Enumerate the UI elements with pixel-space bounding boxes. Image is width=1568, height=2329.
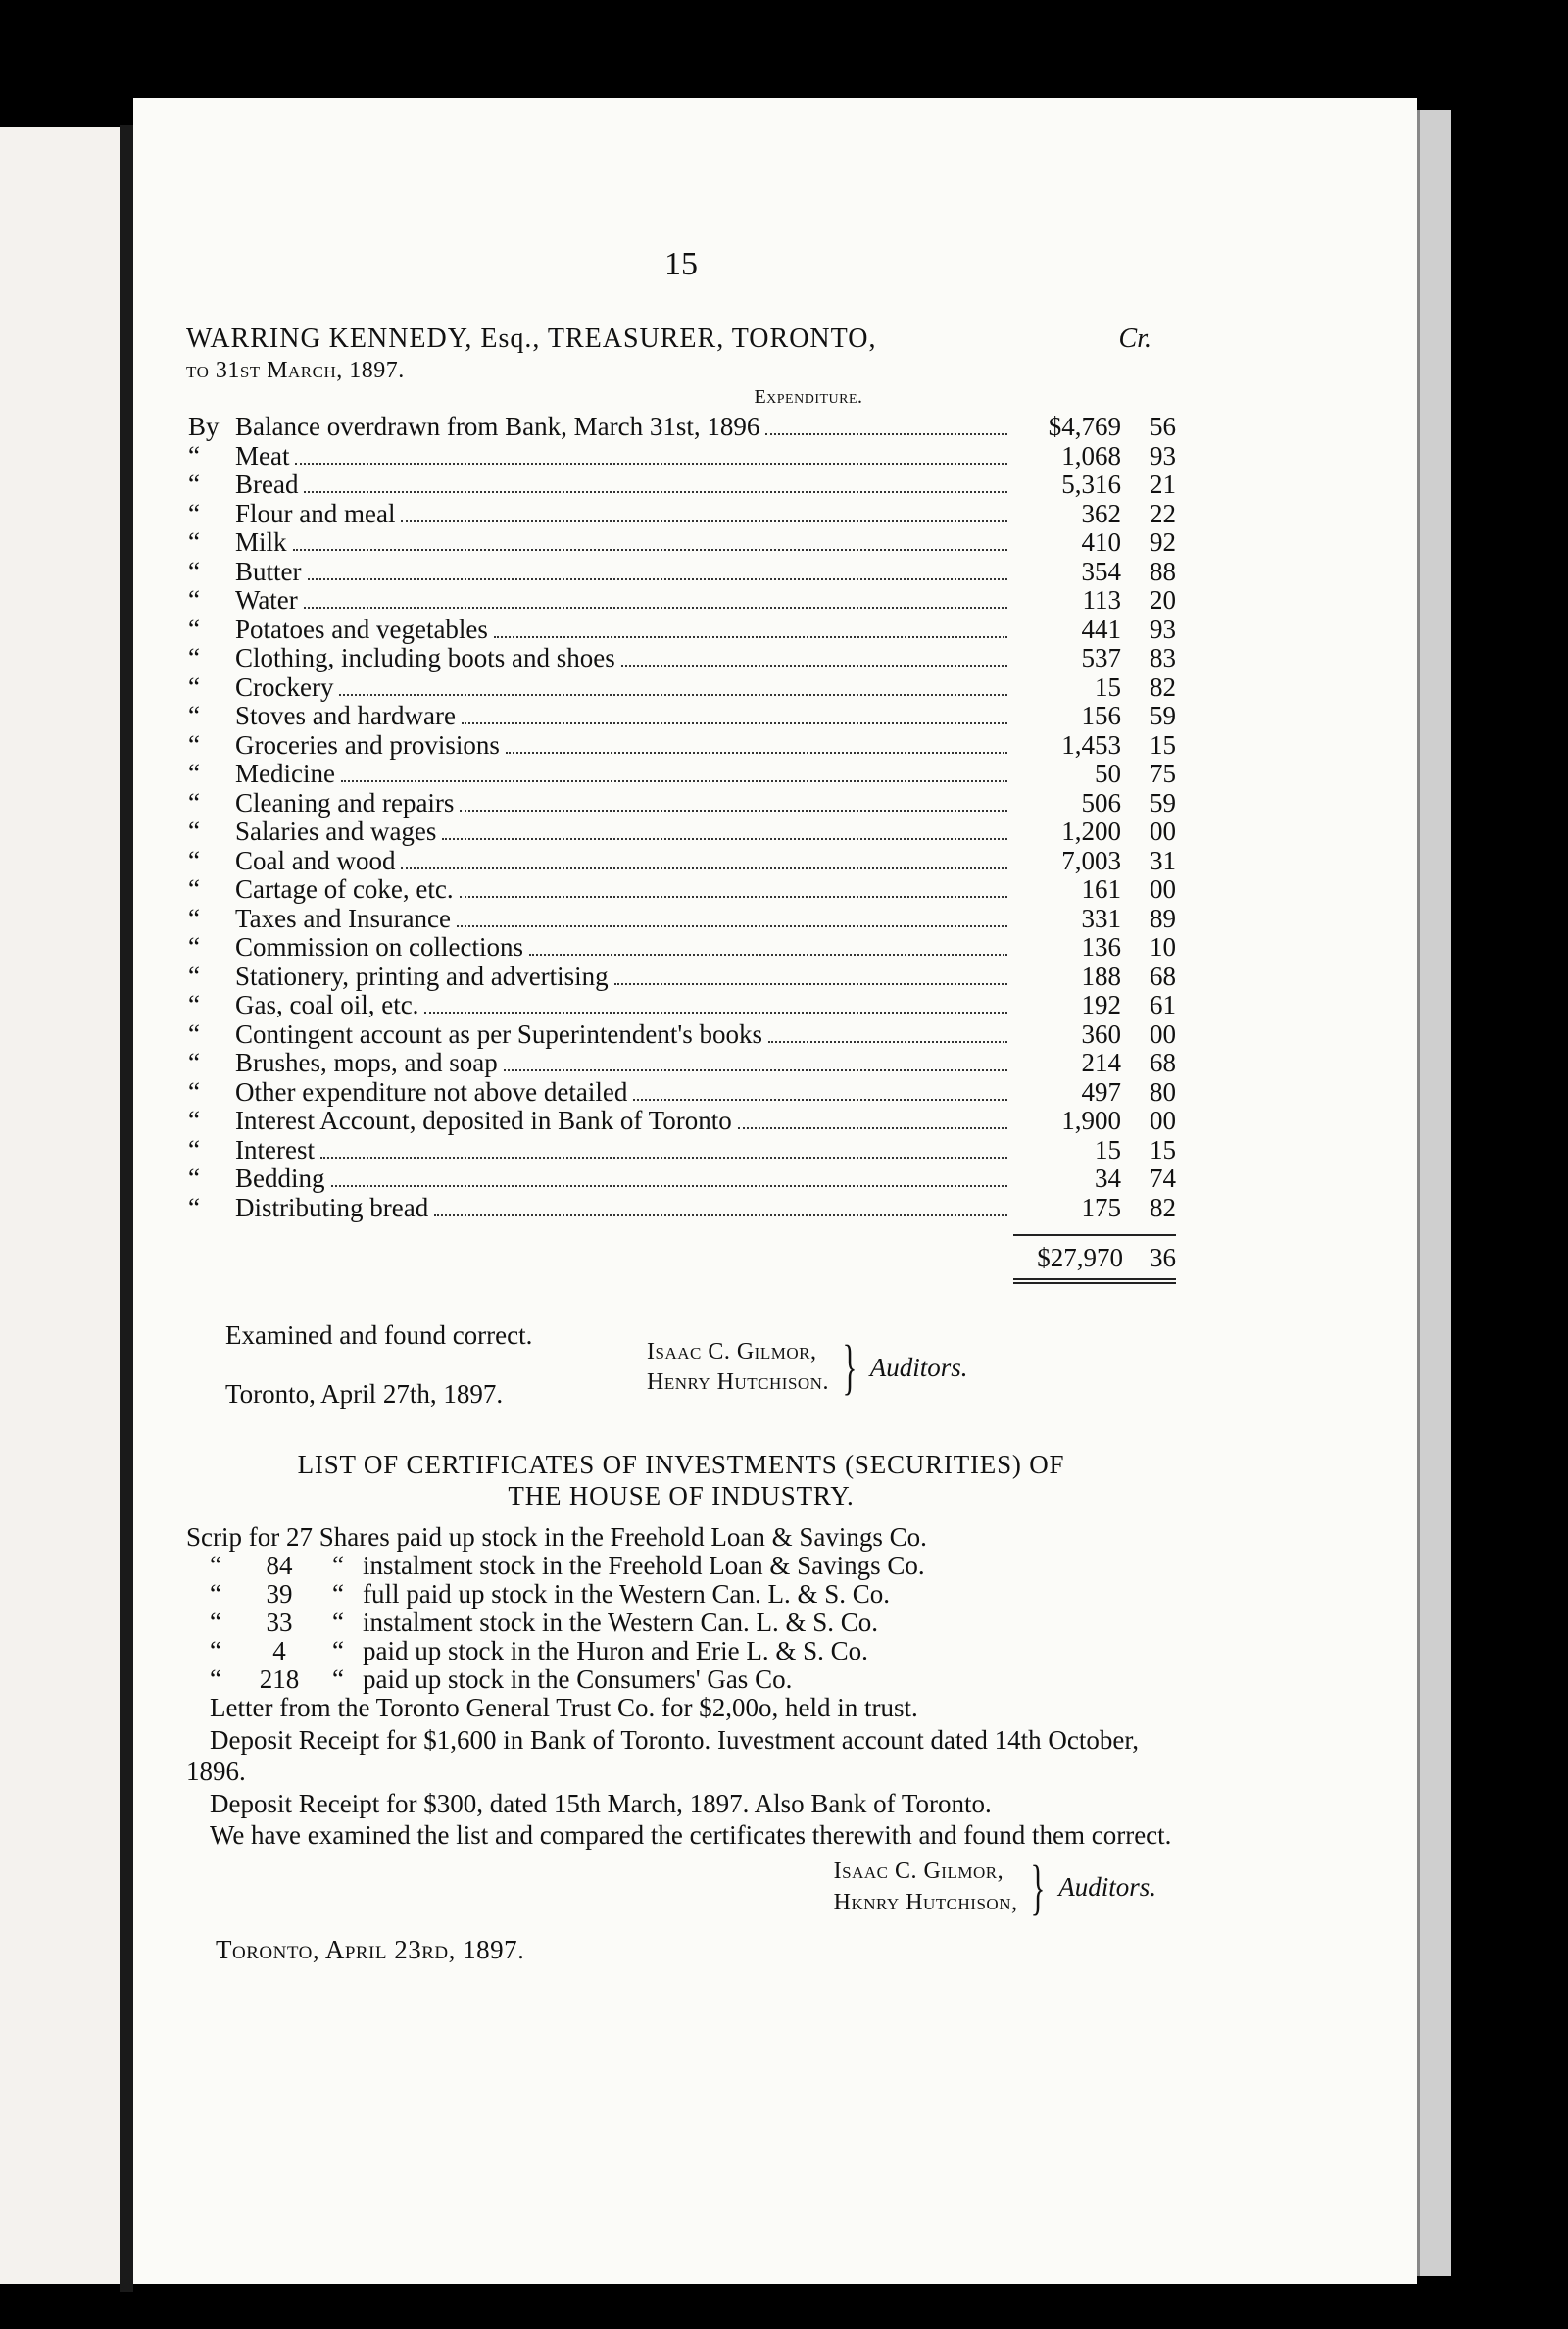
ledger-prefix: “ bbox=[188, 729, 200, 760]
list-item bbox=[186, 1635, 1176, 1666]
ledger-row bbox=[188, 1047, 1176, 1076]
brace-glyph: } bbox=[1030, 1854, 1046, 1921]
leader-dots bbox=[506, 752, 1007, 754]
ledger-row bbox=[188, 989, 1176, 1018]
ledger-prefix: “ bbox=[188, 585, 200, 616]
ledger-cents: 68 bbox=[1150, 961, 1176, 991]
ledger-cents: 00 bbox=[1150, 874, 1176, 905]
ditto-mark: “ bbox=[210, 1636, 221, 1666]
ledger-prefix: “ bbox=[188, 1106, 200, 1136]
ledger-item: Cleaning and repairs bbox=[235, 787, 455, 818]
scrip-line: Scrip for 27 Shares paid up stock in the Freehold Loan & Savings Co. bbox=[186, 1522, 927, 1553]
list-item bbox=[186, 1663, 1176, 1695]
ditto-mark: “ bbox=[210, 1551, 221, 1581]
ledger-dollars: 113 bbox=[1082, 585, 1121, 616]
ledger-dollars: 1,068 bbox=[1061, 440, 1121, 471]
leader-dots bbox=[401, 867, 1007, 869]
ledger-cents: 00 bbox=[1150, 817, 1176, 847]
leader-dots bbox=[765, 433, 1007, 435]
ledger-prefix: “ bbox=[188, 671, 200, 702]
ledger-prefix: By bbox=[188, 412, 220, 442]
leader-dots bbox=[460, 810, 1007, 812]
ledger-cents: 21 bbox=[1150, 470, 1176, 500]
ledger-row bbox=[188, 816, 1176, 845]
leader-dots bbox=[504, 1069, 1007, 1071]
leader-dots bbox=[462, 722, 1007, 724]
ledger-prefix: “ bbox=[188, 1164, 200, 1194]
ledger-cents: 15 bbox=[1150, 1134, 1176, 1164]
ledger-prefix: “ bbox=[188, 1192, 200, 1222]
ledger-row bbox=[188, 584, 1176, 614]
ledger-item: Gas, coal oil, etc. bbox=[235, 990, 419, 1020]
ledger-item: Salaries and wages bbox=[235, 817, 437, 847]
account-title: WARRING KENNEDY, Esq., TREASURER, TORONTO, bbox=[186, 322, 877, 354]
total-row bbox=[186, 1234, 1176, 1283]
ledger-item: Interest Account, deposited in Bank of Toronto bbox=[235, 1106, 732, 1136]
ledger-item: Flour and meal bbox=[235, 498, 396, 528]
ledger-dollars: 136 bbox=[1081, 932, 1121, 963]
ledger-row bbox=[188, 671, 1176, 701]
ledger-prefix: “ bbox=[188, 556, 200, 586]
ledger-item: Cartage of coke, etc. bbox=[235, 874, 454, 905]
ledger-cents: 80 bbox=[1150, 1076, 1176, 1107]
ledger-item: Stoves and hardware bbox=[235, 701, 456, 731]
leader-dots bbox=[308, 578, 1008, 580]
period-subtitle: to 31st March, 1897. bbox=[186, 358, 405, 384]
ledger-row bbox=[188, 873, 1176, 903]
ledger-item: Balance overdrawn from Bank, March 31st, 1896 bbox=[235, 412, 760, 442]
list-date: Toronto, April 23rd, 1897. bbox=[216, 1934, 525, 1964]
page-edge bbox=[1417, 110, 1451, 2276]
ledger-item: Bedding bbox=[235, 1164, 325, 1194]
total-cents: 36 bbox=[1150, 1243, 1176, 1273]
examined-statement: Examined and found correct. bbox=[225, 1319, 533, 1350]
ledger-cents: 68 bbox=[1150, 1048, 1176, 1078]
share-count: 39 bbox=[266, 1579, 293, 1610]
ledger-prefix: “ bbox=[188, 643, 200, 673]
ledger-item: Stationery, printing and advertising bbox=[235, 961, 609, 991]
ditto-mark: “ bbox=[332, 1664, 344, 1695]
ledger-row bbox=[188, 469, 1176, 498]
ledger-item: Coal and wood bbox=[235, 845, 396, 875]
brace-glyph: } bbox=[842, 1333, 858, 1401]
auditors-label: Auditors. bbox=[869, 1352, 968, 1382]
list-item bbox=[186, 1550, 1176, 1581]
total-amount bbox=[1013, 1234, 1176, 1283]
share-count: 84 bbox=[266, 1551, 293, 1581]
ledger-item: Water bbox=[235, 585, 298, 616]
leader-dots bbox=[614, 983, 1007, 985]
auditor-name: Isaac C. Gilmor, bbox=[647, 1338, 817, 1364]
leader-dots bbox=[341, 780, 1007, 782]
ledger-cents: 89 bbox=[1150, 903, 1176, 933]
leader-dots bbox=[442, 838, 1007, 840]
ledger-row bbox=[188, 1192, 1176, 1221]
leader-dots bbox=[401, 520, 1007, 522]
leader-dots bbox=[738, 1127, 1007, 1129]
ledger-row bbox=[188, 498, 1176, 527]
leader-dots bbox=[457, 925, 1007, 927]
ledger-prefix: “ bbox=[188, 845, 200, 875]
ledger-prefix: “ bbox=[188, 527, 200, 558]
ledger-prefix: “ bbox=[188, 498, 200, 528]
auditors-signature bbox=[186, 1854, 1156, 1921]
ledger-dollars: 15 bbox=[1095, 671, 1121, 702]
auditor-name: Hknry Hutchison, bbox=[833, 1889, 1018, 1915]
ditto-mark: “ bbox=[210, 1608, 221, 1638]
ledger-prefix: “ bbox=[188, 961, 200, 991]
ledger-prefix: “ bbox=[188, 1134, 200, 1164]
leader-dots bbox=[621, 665, 1007, 667]
ledger-row bbox=[188, 1134, 1176, 1164]
deposit-receipt-note: Deposit Receipt for $300, dated 15th March, 1897. Also Bank of Toronto. bbox=[210, 1788, 992, 1818]
ledger-row bbox=[188, 642, 1176, 671]
ditto-mark: “ bbox=[332, 1636, 344, 1666]
ledger-prefix: “ bbox=[188, 874, 200, 905]
share-count: 4 bbox=[272, 1636, 286, 1666]
ledger-cents: 75 bbox=[1150, 759, 1176, 789]
ledger-dollars: 175 bbox=[1081, 1192, 1121, 1222]
ledger-prefix: “ bbox=[188, 932, 200, 963]
auditors-label: Auditors. bbox=[1058, 1872, 1156, 1903]
ditto-mark: “ bbox=[332, 1608, 344, 1638]
leader-dots bbox=[768, 1041, 1007, 1043]
ledger-dollars: 214 bbox=[1081, 1048, 1121, 1078]
ledger-cents: 20 bbox=[1150, 585, 1176, 616]
list-item bbox=[186, 1578, 1176, 1610]
list-subtitle: THE HOUSE OF INDUSTRY. bbox=[508, 1480, 855, 1511]
ledger-row bbox=[188, 903, 1176, 932]
ledger-item: Clothing, including boots and shoes bbox=[235, 643, 615, 673]
ledger-prefix: “ bbox=[188, 1018, 200, 1049]
ledger-dollars: 362 bbox=[1081, 498, 1121, 528]
ledger-prefix: “ bbox=[188, 470, 200, 500]
ledger-prefix: “ bbox=[188, 1048, 200, 1078]
ledger-cents: 82 bbox=[1150, 1192, 1176, 1222]
ledger-dollars: 7,003 bbox=[1061, 845, 1121, 875]
ledger-row bbox=[188, 411, 1176, 440]
ledger-row bbox=[188, 845, 1176, 874]
leader-dots bbox=[293, 549, 1007, 551]
section-label: Expenditure. bbox=[754, 386, 863, 409]
ledger-item: Milk bbox=[235, 527, 287, 558]
list-title: LIST OF CERTIFICATES OF INVESTMENTS (SECURITIES) OF bbox=[297, 1449, 1065, 1479]
ledger-row bbox=[188, 1105, 1176, 1134]
ledger-row bbox=[188, 961, 1176, 990]
ledger-dollars: 354 bbox=[1081, 556, 1121, 586]
ledger-prefix: “ bbox=[188, 614, 200, 644]
ledger-item: Butter bbox=[235, 556, 302, 586]
leader-dots bbox=[434, 1214, 1007, 1216]
ledger-prefix: “ bbox=[188, 1076, 200, 1107]
ledger-row bbox=[188, 614, 1176, 643]
ledger-item: Contingent account as per Superintendent's books bbox=[235, 1018, 763, 1049]
ledger-cents: 00 bbox=[1150, 1018, 1176, 1049]
examination-note: We have examined the list and compared the certificates therewith and found them correct. bbox=[210, 1819, 1172, 1850]
ledger-row bbox=[188, 1018, 1176, 1048]
leader-dots bbox=[529, 954, 1007, 956]
ledger-item: Meat bbox=[235, 440, 290, 471]
ledger-cents: 83 bbox=[1150, 643, 1176, 673]
ledger-dollars: 360 bbox=[1081, 1018, 1121, 1049]
ledger-dollars: 537 bbox=[1081, 643, 1121, 673]
leader-dots bbox=[339, 694, 1007, 696]
ledger-item: Brushes, mops, and soap bbox=[235, 1048, 498, 1078]
list-item bbox=[186, 1521, 1176, 1553]
ledger-dollars: 192 bbox=[1081, 990, 1121, 1020]
ledger-dollars: 50 bbox=[1095, 759, 1121, 789]
ledger-cents: 31 bbox=[1150, 845, 1176, 875]
ledger-row bbox=[188, 526, 1176, 556]
ledger-prefix: “ bbox=[188, 701, 200, 731]
ledger-item: Distributing bread bbox=[235, 1192, 429, 1222]
list-item bbox=[186, 1607, 1176, 1638]
ditto-mark: “ bbox=[332, 1579, 344, 1610]
deposit-receipt-note: Deposit Receipt for $1,600 in Bank of Toronto. Iuvestment account dated 14th October, 1896. bbox=[186, 1724, 1140, 1787]
auditors-signature bbox=[647, 1333, 968, 1401]
ledger-prefix: “ bbox=[188, 990, 200, 1020]
ditto-mark: “ bbox=[332, 1551, 344, 1581]
ledger-cents: 82 bbox=[1150, 671, 1176, 702]
ledger-dollars: 1,200 bbox=[1061, 817, 1121, 847]
auditor-name: Henry Hutchison. bbox=[647, 1368, 829, 1395]
ledger-item: Crockery bbox=[235, 671, 334, 702]
ledger-cents: 88 bbox=[1150, 556, 1176, 586]
leader-dots bbox=[331, 1185, 1008, 1187]
examined-date: Toronto, April 27th, 1897. bbox=[225, 1378, 504, 1409]
ledger-cents: 56 bbox=[1150, 412, 1176, 442]
ledger-item: Potatoes and vegetables bbox=[235, 614, 488, 644]
ledger-item: Medicine bbox=[235, 759, 335, 789]
certificates-list bbox=[186, 1521, 1176, 1695]
ledger-cents: 74 bbox=[1150, 1164, 1176, 1194]
ledger-dollars: 497 bbox=[1081, 1076, 1121, 1107]
ledger-row bbox=[188, 1076, 1176, 1106]
leader-dots bbox=[424, 1012, 1007, 1014]
ledger-cents: 61 bbox=[1150, 990, 1176, 1020]
book-gutter bbox=[120, 125, 133, 2292]
ledger-cents: 00 bbox=[1150, 1106, 1176, 1136]
leader-dots bbox=[304, 491, 1007, 493]
ledger-dollars: 410 bbox=[1081, 527, 1121, 558]
ditto-mark: “ bbox=[210, 1579, 221, 1610]
ledger-cents: 22 bbox=[1150, 498, 1176, 528]
ledger-cents: 93 bbox=[1150, 440, 1176, 471]
ledger-dollars: 34 bbox=[1095, 1164, 1121, 1194]
leader-dots bbox=[320, 1157, 1007, 1159]
examination-block bbox=[186, 1319, 1176, 1437]
ledger-item: Taxes and Insurance bbox=[235, 903, 452, 933]
ledger-cents: 59 bbox=[1150, 701, 1176, 731]
left-facing-page bbox=[0, 127, 122, 2284]
ledger-row bbox=[188, 758, 1176, 787]
ledger-dollars: 441 bbox=[1081, 614, 1121, 644]
ledger-item: Other expenditure not above detailed bbox=[235, 1076, 628, 1107]
page-number: 15 bbox=[664, 246, 698, 282]
ledger-dollars: 161 bbox=[1081, 874, 1121, 905]
ledger-cents: 10 bbox=[1150, 932, 1176, 963]
ledger-dollars: 1,900 bbox=[1061, 1106, 1121, 1136]
trust-letter-note: Letter from the Toronto General Trust Co. for $2,00o, held in trust. bbox=[210, 1693, 918, 1723]
ledger-row bbox=[188, 787, 1176, 817]
page-content bbox=[186, 245, 1176, 1965]
ledger-dollars: 156 bbox=[1081, 701, 1121, 731]
ledger-row bbox=[188, 1163, 1176, 1192]
leader-dots bbox=[304, 607, 1007, 609]
stock-description: paid up stock in the Consumers' Gas Co. bbox=[363, 1664, 793, 1695]
ledger-prefix: “ bbox=[188, 903, 200, 933]
ledger-dollars: 15 bbox=[1095, 1134, 1121, 1164]
stock-description: full paid up stock in the Western Can. L. & S. Co. bbox=[363, 1579, 891, 1610]
account-header bbox=[186, 322, 1176, 356]
ledger-row bbox=[188, 729, 1176, 759]
ledger-dollars: $4,769 bbox=[1048, 412, 1121, 442]
stock-description: instalment stock in the Western Can. L. & S. Co. bbox=[363, 1608, 879, 1638]
ledger-cents: 15 bbox=[1150, 729, 1176, 760]
ledger-cents: 59 bbox=[1150, 787, 1176, 818]
share-count: 218 bbox=[259, 1664, 300, 1695]
ledger-prefix: “ bbox=[188, 759, 200, 789]
ledger-row bbox=[188, 556, 1176, 585]
ledger-item: Bread bbox=[235, 470, 299, 500]
leader-dots bbox=[460, 896, 1007, 898]
ledger-dollars: 331 bbox=[1081, 903, 1121, 933]
leader-dots bbox=[633, 1099, 1007, 1101]
ledger-prefix: “ bbox=[188, 817, 200, 847]
ledger-prefix: “ bbox=[188, 440, 200, 471]
stock-description: instalment stock in the Freehold Loan & Savings Co. bbox=[363, 1551, 925, 1581]
stock-description: paid up stock in the Huron and Erie L. & S. Co. bbox=[363, 1636, 868, 1666]
ledger-item: Groceries and provisions bbox=[235, 729, 500, 760]
total-dollars: $27,970 bbox=[1037, 1243, 1123, 1273]
ledger-dollars: 188 bbox=[1081, 961, 1121, 991]
ledger-dollars: 1,453 bbox=[1061, 729, 1121, 760]
expenditure-ledger bbox=[188, 411, 1176, 1220]
leader-dots bbox=[494, 636, 1007, 638]
ledger-dollars: 506 bbox=[1081, 787, 1121, 818]
ledger-row bbox=[188, 931, 1176, 961]
ledger-cents: 93 bbox=[1150, 614, 1176, 644]
ledger-cents: 92 bbox=[1150, 527, 1176, 558]
ledger-item: Interest bbox=[235, 1134, 315, 1164]
leader-dots bbox=[295, 463, 1007, 465]
share-count: 33 bbox=[266, 1608, 293, 1638]
ledger-dollars: 5,316 bbox=[1061, 470, 1121, 500]
auditor-name: Isaac C. Gilmor, bbox=[833, 1858, 1004, 1885]
ledger-item: Commission on collections bbox=[235, 932, 523, 963]
ledger-prefix: “ bbox=[188, 787, 200, 818]
ledger-row bbox=[188, 440, 1176, 470]
ditto-mark: “ bbox=[210, 1664, 221, 1695]
ledger-row bbox=[188, 700, 1176, 729]
credit-label: Cr. bbox=[1118, 322, 1152, 354]
